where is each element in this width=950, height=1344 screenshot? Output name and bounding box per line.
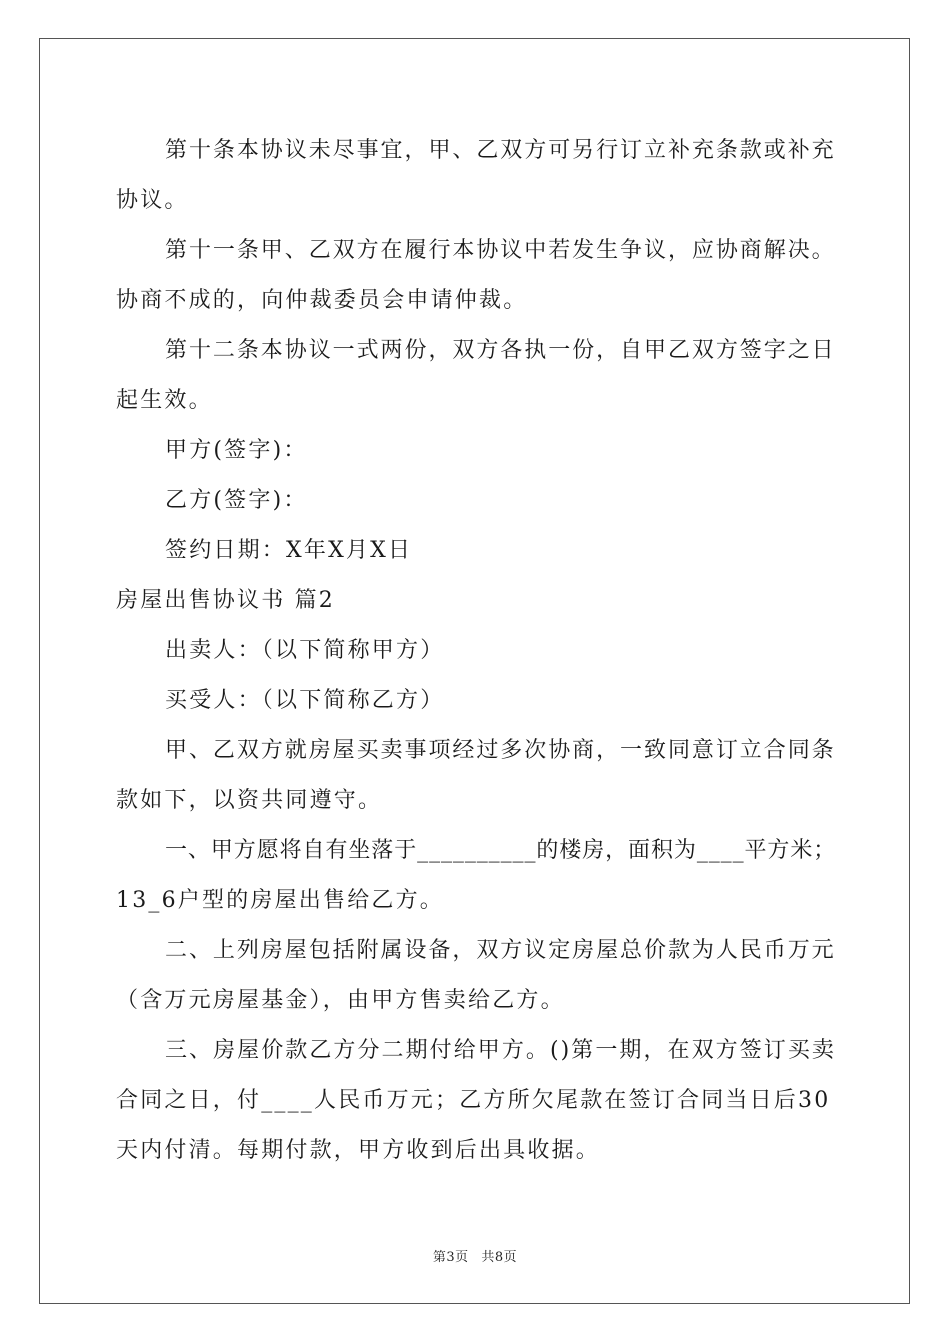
page-total: 共8页 bbox=[481, 1250, 518, 1265]
paragraph-line: 甲、乙双方就房屋买卖事项经过多次协商，一致同意订立合同条 bbox=[165, 738, 836, 763]
page-footer bbox=[0, 1246, 950, 1265]
signing-date: 签约日期：X年X月X日 bbox=[165, 538, 413, 563]
paragraph-line: 起生效。 bbox=[116, 388, 213, 413]
page-number: 第3页 bbox=[432, 1250, 469, 1265]
paragraph-line: 第十二条本协议一式两份，双方各执一份，自甲乙双方签字之日 bbox=[165, 338, 836, 363]
paragraph-line: 协商不成的，向仲裁委员会申请仲裁。 bbox=[116, 288, 528, 313]
paragraph-line: 三、房屋价款乙方分二期付给甲方。()第一期，在双方签订买卖 bbox=[165, 1038, 836, 1063]
paragraph-line: 13_6户型的房屋出售给乙方。 bbox=[116, 888, 444, 913]
paragraph-line: 二、上列房屋包括附属设备，双方议定房屋总价款为人民币万元 bbox=[165, 938, 836, 963]
paragraph-line: 第十条本协议未尽事宜，甲、乙双方可另行订立补充条款或补充 bbox=[165, 138, 836, 163]
party-b-signature: 乙方(签字)： bbox=[165, 488, 308, 513]
paragraph-line: 一、甲方愿将自有坐落于__________的楼房，面积为____平方米； bbox=[165, 838, 837, 863]
paragraph-line: 第十一条甲、乙双方在履行本协议中若发生争议，应协商解决。 bbox=[165, 238, 836, 263]
paragraph-line: 协议。 bbox=[116, 188, 189, 213]
buyer-line: 买受人：（以下简称乙方） bbox=[165, 688, 445, 713]
paragraph-line: 款如下，以资共同遵守。 bbox=[116, 788, 383, 813]
paragraph-line: 天内付清。每期付款，甲方收到后出具收据。 bbox=[116, 1138, 601, 1163]
section-title: 房屋出售协议书 篇2 bbox=[116, 588, 335, 613]
paragraph-line: 合同之日，付____人民币万元；乙方所欠尾款在签订合同当日后30 bbox=[116, 1088, 831, 1113]
paragraph-line: （含万元房屋基金），由甲方售卖给乙方。 bbox=[116, 988, 565, 1013]
seller-line: 出卖人：（以下简称甲方） bbox=[165, 638, 445, 663]
party-a-signature: 甲方(签字)： bbox=[165, 438, 308, 463]
